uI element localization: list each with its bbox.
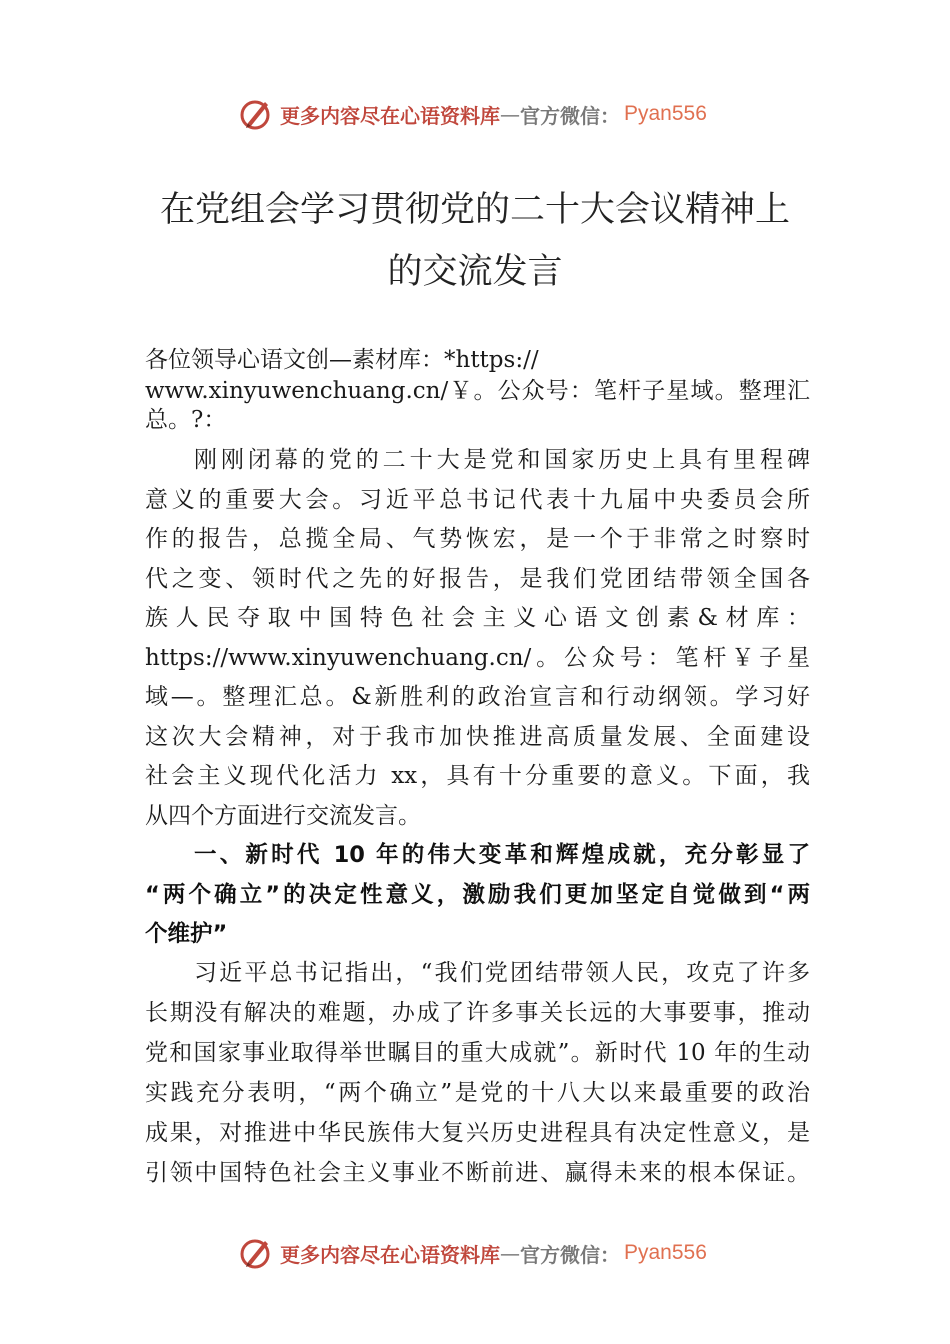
body-line: 族人民夺取中国特色社会主义心语文创素&材库： (145, 605, 810, 631)
banner-wechat-label: 官方微信： (520, 103, 620, 128)
banner-wechat-id: Pyan556 (624, 102, 707, 125)
header-banner (238, 96, 707, 132)
banner-wechat-id: Pyan556 (624, 1241, 707, 1264)
body-line: 引领中国特色社会主义事业不断前进、赢得未来的根本保证。 (145, 1160, 810, 1186)
body-line: 成果，对推进中华民族伟大复兴历史进程具有决定性意义，是 (145, 1120, 810, 1146)
document-title-line-1: 在党组会学习贯彻党的二十大会议精神上 (159, 190, 790, 230)
body-line: 从四个方面进行交流发言。 (145, 803, 421, 829)
body-line: www.xinyuwenchuang.cn/￥。公众号：笔杆子星域。整理汇 (145, 378, 810, 404)
body-line: 这次大会精神，对于我市加快推进高质量发展、全面建设 (145, 724, 810, 750)
body-line: 党和国家事业取得举世瞩目的重大成就”。新时代 10 年的生动 (145, 1040, 810, 1066)
body-line: 域—。整理汇总。&新胜利的政治宣言和行动纲领。学习好 (145, 684, 810, 710)
body-line: 代之变、领时代之先的好报告，是我们党团结带领全国各 (145, 566, 810, 592)
body-line: https://www.xinyuwenchuang.cn/。公众号：笔杆￥子星 (145, 645, 810, 671)
section-heading-line: 一、新时代 10 年的伟大变革和辉煌成就，充分彰显了 (194, 842, 810, 868)
body-line: 长期没有解决的难题，办成了许多事关长远的大事要事，推动 (145, 1000, 810, 1026)
body-line: 各位领导心语文创—素材库：*https:// (145, 347, 539, 373)
document-title-line-2: 的交流发言 (387, 252, 563, 292)
banner-main-text: 更多内容尽在心语资料库 (280, 1242, 500, 1267)
body-line: 刚刚闭幕的党的二十大是党和国家历史上具有里程碑 (194, 447, 810, 473)
banner-wechat-label: 官方微信： (520, 1242, 620, 1267)
body-line: 总。?： (145, 407, 227, 433)
banner-main-text: 更多内容尽在心语资料库 (280, 103, 500, 128)
pen-logo-icon (238, 96, 274, 132)
body-line: 实践充分表明，“两个确立”是党的十八大以来最重要的政治 (145, 1080, 810, 1106)
body-line: 作的报告，总揽全局、气势恢宏，是一个于非常之时察时 (145, 526, 810, 552)
section-heading-line: 个维护” (145, 921, 228, 947)
body-line: 习近平总书记指出，“我们党团结带领人民，攻克了许多 (194, 960, 810, 986)
section-heading-line: “两个确立”的决定性意义，激励我们更加坚定自觉做到“两 (145, 882, 810, 908)
body-line: 社会主义现代化活力 xx，具有十分重要的意义。下面，我 (145, 763, 810, 789)
pen-logo-icon (238, 1235, 274, 1271)
banner-dash: — (500, 1241, 520, 1265)
footer-banner (238, 1235, 707, 1271)
banner-dash: — (500, 102, 520, 126)
body-line: 意义的重要大会。习近平总书记代表十九届中央委员会所 (145, 487, 810, 513)
